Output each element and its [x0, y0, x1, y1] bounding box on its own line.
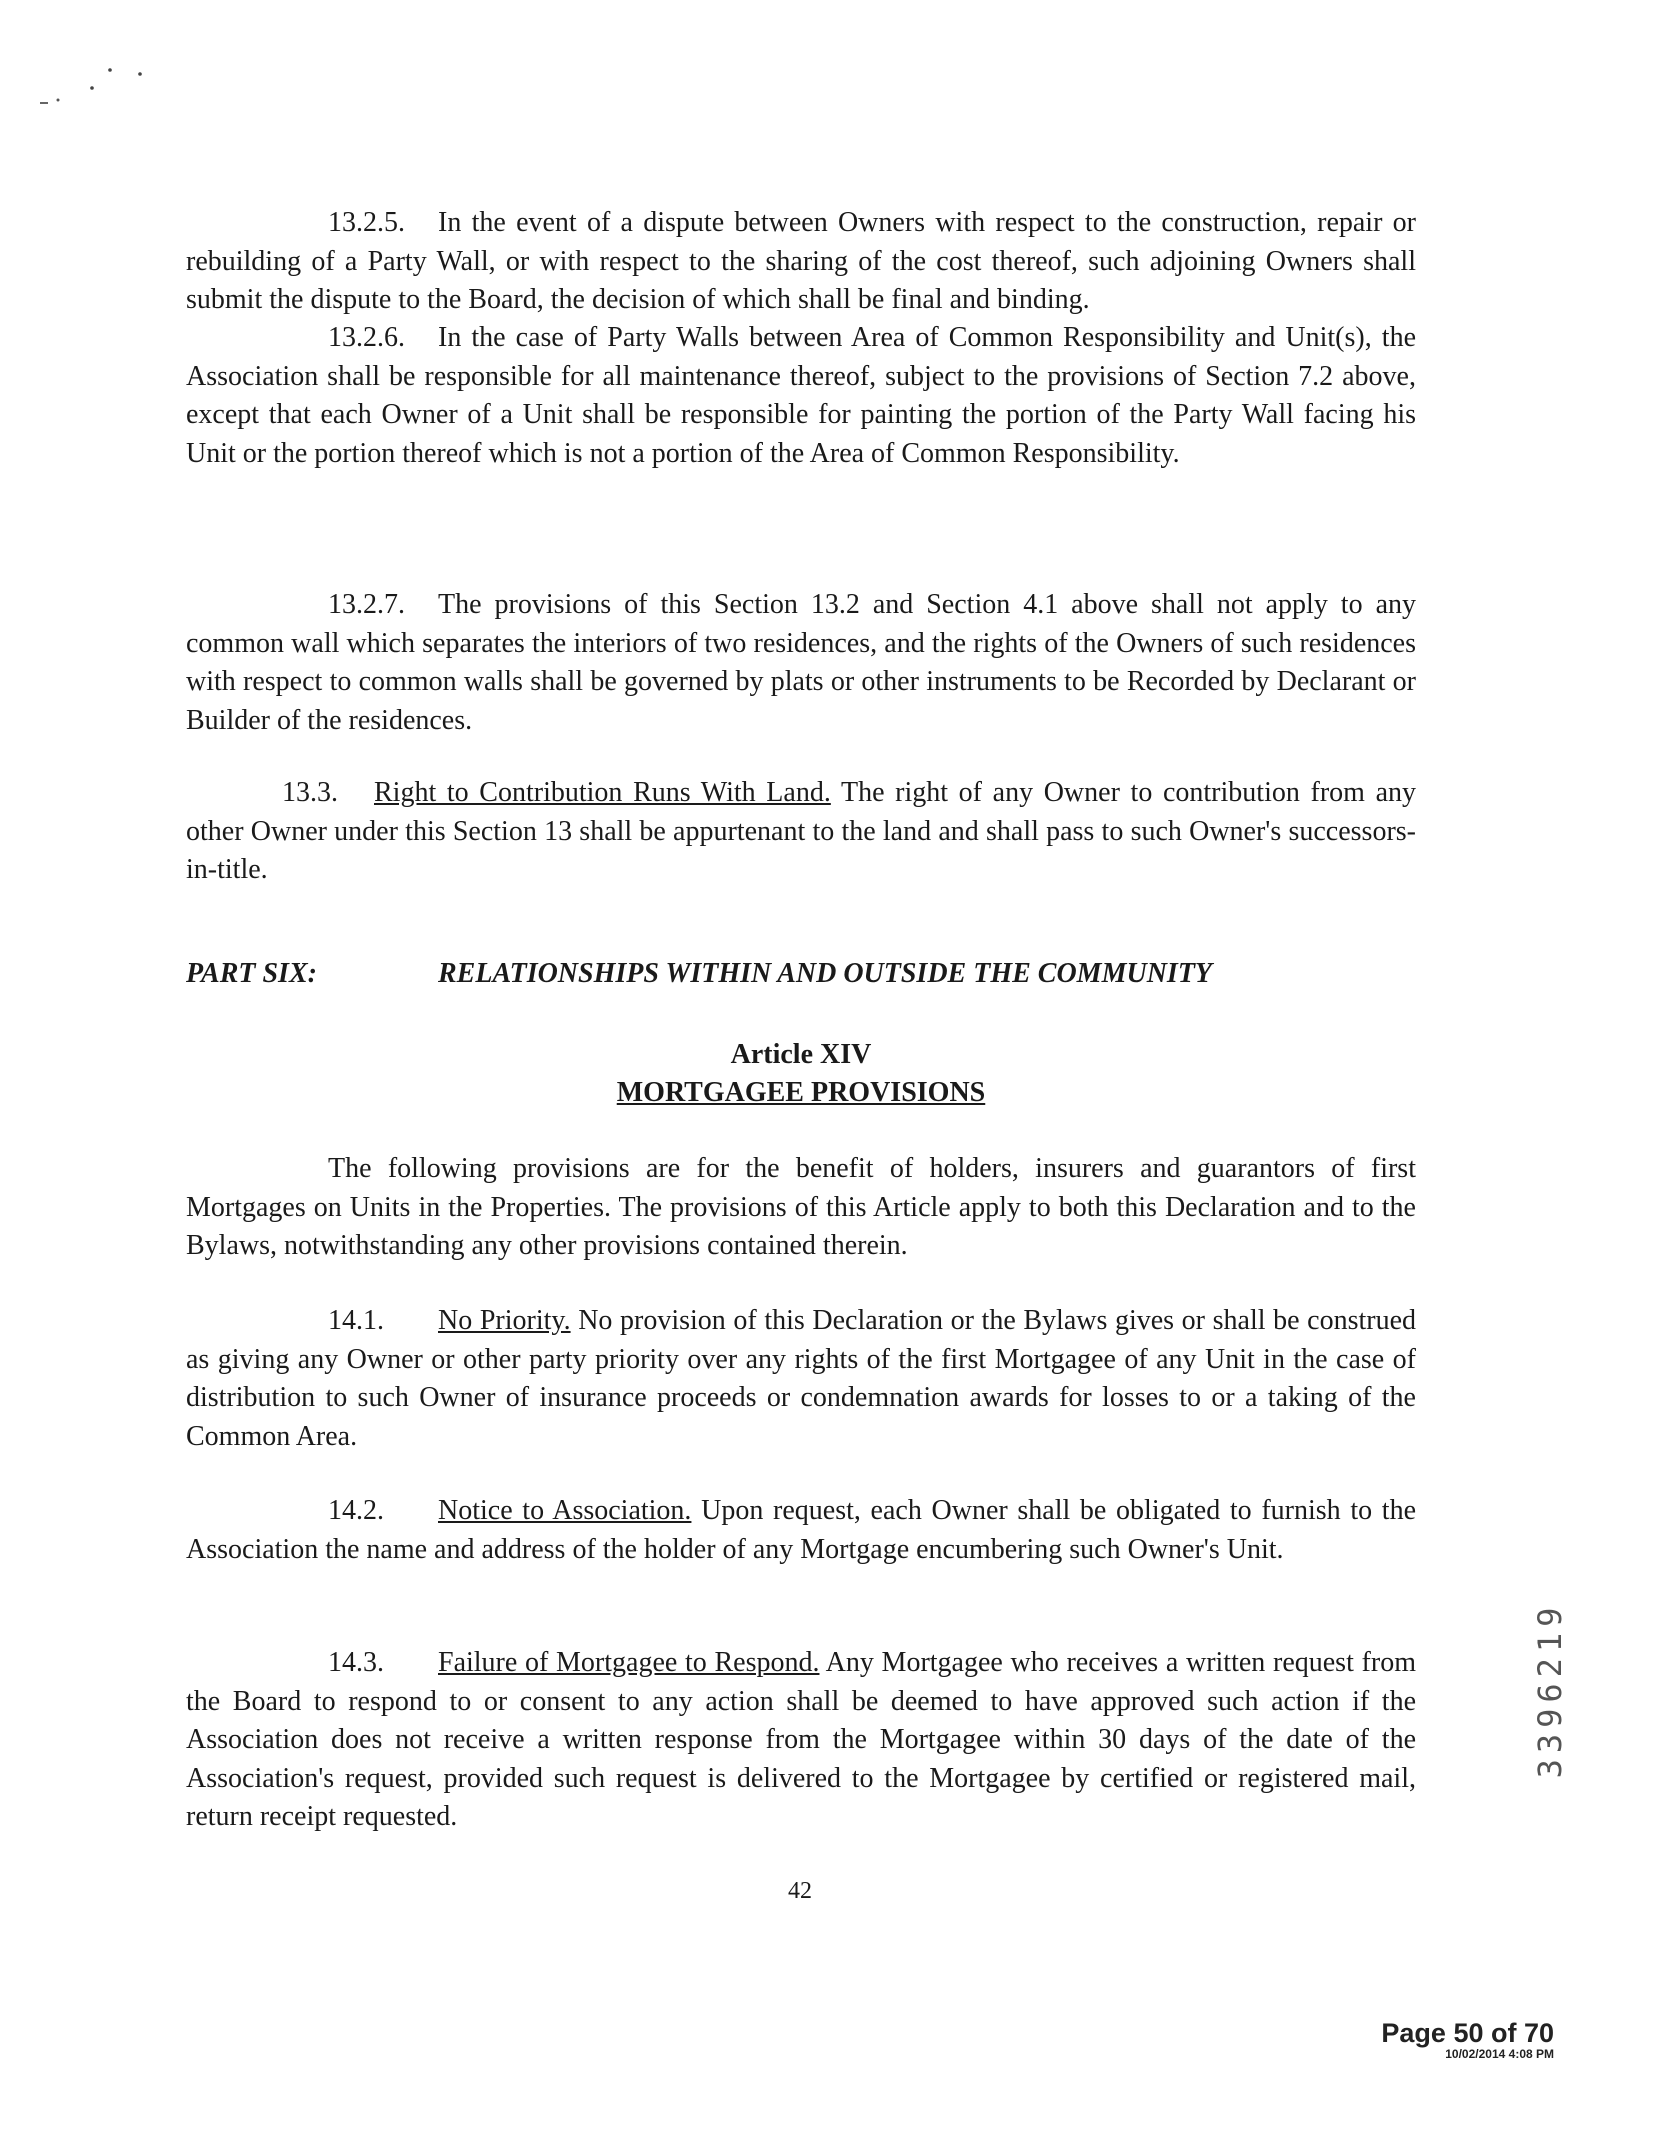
paragraph-text: Any Mortgagee who receives a written request from the Board to respond to or consent to any action shall be deemed to have approved such action if the Association does not receive a written response from the Mortgagee within 30 days of the date of the Association's request, provided such request is delivered to the Mortgagee by certified or registered mail, return receipt requested.: [186, 1647, 1416, 1832]
part-label: PART SIX:: [186, 958, 317, 989]
paragraph-14-1: [186, 1302, 1416, 1456]
paragraph-text: The provisions of this Section 13.2 and Section 4.1 above shall not apply to any common wall which separates the interiors of two residences, and the rights of the Owners of such residences with respect to common walls shall be governed by plats or other instruments to be Recorded by Declarant or Builder of the residences.: [186, 589, 1416, 736]
article-title: MORTGAGEE PROVISIONS: [616, 1077, 986, 1108]
section-heading: Notice to Association.: [438, 1495, 692, 1526]
section-heading: Failure of Mortgagee to Respond.: [438, 1647, 820, 1678]
page-count-label: Page 50 of 70: [1381, 2018, 1554, 2048]
page-number: 42: [788, 1878, 812, 1904]
paragraph-text: Upon request, each Owner shall be obligated to furnish to the Association the name and address of the holder of any Mortgage encumbering such Owner's Unit.: [186, 1495, 1417, 1565]
scan-specks: [30, 60, 170, 110]
section-heading: No Priority.: [438, 1305, 571, 1336]
page-footer: [1381, 2018, 1554, 2061]
section-number: 13.3.: [282, 777, 338, 808]
article-number: Article XIV: [730, 1039, 872, 1070]
paragraph-13-2-7: [186, 586, 1416, 740]
recording-number: 3396219: [1531, 1601, 1569, 1779]
paragraph-text: In the case of Party Walls between Area of Common Responsibility and Unit(s), the Association shall be responsible for all maintenance thereof, subject to the provisions of Section 7.2 above, except that each Owner of a Unit shall be responsible for painting the portion of the Party Wall facing his Unit or the portion thereof which is not a portion of the Area of Common Responsibility.: [186, 322, 1416, 469]
paragraph-text: In the event of a dispute between Owners with respect to the construction, repair or rebuilding of a Party Wall, or with respect to the sharing of the cost thereof, such adjoining Owners shall submit the dispute to the Board, the decision of which shall be final and binding.: [186, 207, 1416, 315]
paragraph-14-2: [186, 1492, 1416, 1569]
paragraph-article-intro: [186, 1150, 1416, 1266]
paragraph-13-2-5: [186, 204, 1416, 320]
section-number: 13.2.5.: [328, 207, 405, 238]
paragraph-14-3: [186, 1644, 1416, 1837]
paragraph-text: The following provisions are for the benefit of holders, insurers and guarantors of first Mortgages on Units in the Properties. The provisions of this Article apply to both this Declaration and to the Bylaws, notwithstanding any other provisions contained therein.: [186, 1153, 1416, 1261]
article-heading: [186, 1036, 1416, 1112]
section-number: 13.2.6.: [328, 322, 405, 353]
paragraph-text: The right of any Owner to contribution from any other Owner under this Section 13 shall be appurtenant to the land and shall pass to such Owner's successors-in-title.: [186, 777, 1416, 885]
part-title: RELATIONSHIPS WITHIN AND OUTSIDE THE COMMUNITY: [438, 958, 1213, 989]
paragraph-text: No provision of this Declaration or the Bylaws gives or shall be construed as giving any Owner or other party priority over any rights of the first Mortgagee of any Unit in the case of distribution to such Owner of insurance proceeds or condemnation awards for losses to or a taking of the Common Area.: [186, 1305, 1416, 1452]
recording-stamp: [1510, 1540, 1590, 1840]
print-timestamp: 10/02/2014 4:08 PM: [1445, 2047, 1554, 2061]
section-number: 14.1.: [328, 1305, 384, 1336]
section-number: 13.2.7.: [328, 589, 405, 620]
section-number: 14.2.: [328, 1495, 384, 1526]
paragraph-13-3: [186, 774, 1416, 890]
part-heading: [186, 958, 1416, 990]
paragraph-13-2-6: [186, 319, 1416, 473]
section-number: 14.3.: [328, 1647, 384, 1678]
section-heading: Right to Contribution Runs With Land.: [374, 777, 831, 808]
